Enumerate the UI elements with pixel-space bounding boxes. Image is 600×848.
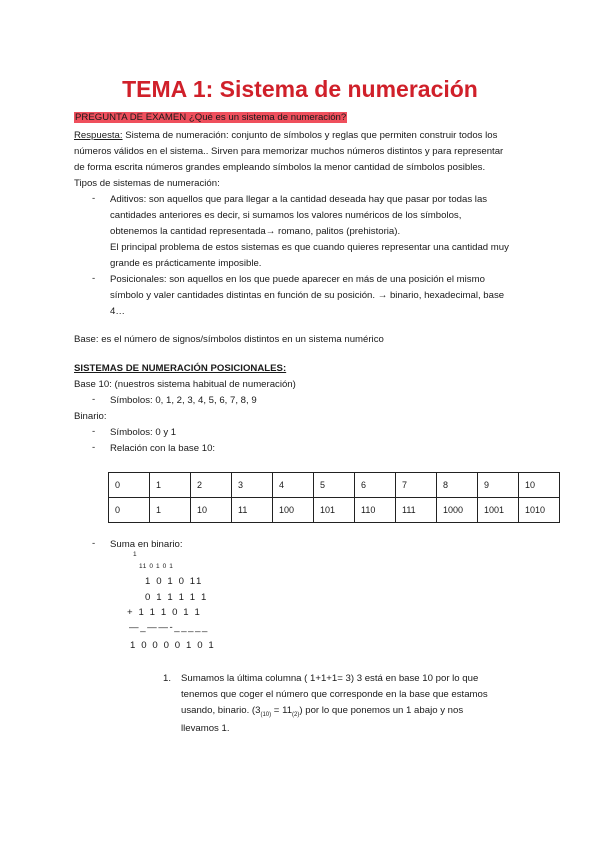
exam-question — [74, 111, 347, 124]
table-cell: 110 — [355, 498, 396, 523]
equation: = 11 — [271, 705, 293, 716]
table-cell: 1000 — [437, 498, 478, 523]
base10-label: Base 10: (nuestros sistema habitual de numeración) — [74, 379, 296, 390]
aditivos-line-3: obtenemos la cantidad representada→ romano, palitos (prehistoria). — [110, 226, 401, 237]
table-cell: 1 — [150, 473, 191, 498]
base-definition: Base: es el número de signos/símbolos distintos en un sistema numérico — [74, 334, 384, 345]
table-cell: 8 — [437, 473, 478, 498]
bullet-dash: - — [92, 538, 96, 549]
addend-2: 0 1 1 1 1 1 — [145, 592, 208, 603]
table-cell: 100 — [273, 498, 314, 523]
table-cell: 6 — [355, 473, 396, 498]
types-heading: Tipos de sistemas de numeración: — [74, 178, 220, 189]
aditivos-line-2: cantidades anteriores es decir, si sumamos los valores numéricos de los símbolos, — [110, 210, 462, 221]
table-cell: 7 — [396, 473, 437, 498]
table-cell: 10 — [191, 498, 232, 523]
bullet-dash: - — [92, 193, 96, 204]
table-cell: 1010 — [519, 498, 560, 523]
sum-line: —_——-_____ — [129, 622, 209, 633]
table-cell: 2 — [191, 473, 232, 498]
sum-result: 1 0 0 0 0 1 0 1 — [130, 640, 216, 651]
table-cell: 4 — [273, 473, 314, 498]
answer-text-1: Sistema de numeración: conjunto de símbolos y reglas que permiten construir todos los — [122, 130, 498, 141]
binario-symbols: Símbolos: 0 y 1 — [110, 427, 177, 438]
bullet-dash: - — [92, 394, 96, 405]
table-cell: 1001 — [478, 498, 519, 523]
table-cell: 1 — [150, 498, 191, 523]
section-heading: SISTEMAS DE NUMERACIÓN POSICIONALES: — [74, 363, 287, 374]
binario-relation: Relación con la base 10: — [110, 443, 216, 454]
answer-line-3: de forma escrita números grandes empleando símbolos la menor cantidad de símbolos posibles. — [74, 162, 486, 173]
exam-question-highlight: PREGUNTA DE EXAMEN ¿Qué es un sistema de numeración? — [75, 112, 347, 123]
step-line-3a: usando, binario. (3 — [181, 705, 261, 716]
suma-label: Suma en binario: — [110, 539, 183, 550]
posicionales-line-2: símbolo y valer cantidades distintas en función de su posición. → binario, hexadecimal, base — [110, 290, 505, 301]
posicionales-line-1: Posicionales: son aquellos en los que puede aparecer en más de una posición el mismo — [110, 274, 485, 285]
bullet-dash: - — [92, 442, 96, 453]
carry-row-2: 11 0 1 0 1 — [139, 563, 174, 570]
table-cell: 11 — [232, 498, 273, 523]
step-line-3 — [181, 704, 463, 722]
step-line-3b: ) por lo que ponemos un 1 abajo y nos — [299, 705, 464, 716]
table-row-binary — [109, 498, 560, 523]
posicionales-line-3: 4… — [110, 306, 125, 317]
binario-label: Binario: — [74, 411, 107, 422]
addend-1: 1 0 1 0 11 — [145, 576, 203, 587]
table-cell: 111 — [396, 498, 437, 523]
answer-label: Respuesta: — [74, 130, 123, 141]
bullet-dash: - — [92, 273, 96, 284]
table-cell: 10 — [519, 473, 560, 498]
answer-line-2: números válidos en el sistema.. Sirven para memorizar muchos números distintos y para representar — [74, 146, 504, 157]
step-line-4: llevamos 1. — [181, 723, 230, 734]
addend-3: + 1 1 1 0 1 1 — [127, 607, 202, 618]
table-row-decimal — [109, 473, 560, 498]
bullet-dash: - — [92, 426, 96, 437]
conversion-table — [108, 472, 560, 523]
aditivos-line-4: El principal problema de estos sistemas es que cuando quieres representar una cantidad muy — [110, 242, 509, 253]
carry-row-1: 1 — [133, 551, 138, 558]
table-cell: 3 — [232, 473, 273, 498]
table-cell: 9 — [478, 473, 519, 498]
aditivos-line-5: grande es prácticamente imposible. — [110, 258, 262, 269]
page-title: TEMA 1: Sistema de numeración — [122, 76, 478, 102]
table-cell: 0 — [109, 473, 150, 498]
aditivos-line-1: Aditivos: son aquellos que para llegar a la cantidad deseada hay que pasar por todas las — [110, 194, 488, 205]
step-number: 1. — [163, 673, 172, 684]
subscript-10: (10) — [260, 712, 272, 718]
answer-line-1 — [74, 129, 497, 142]
step-line-2: tenemos que coger el número que corresponde en la base que estamos — [181, 689, 488, 700]
step-line-1: Sumamos la última columna ( 1+1+1= 3) 3 está en base 10 por lo que — [181, 673, 479, 684]
base10-symbols: Símbolos: 0, 1, 2, 3, 4, 5, 6, 7, 8, 9 — [110, 395, 257, 406]
subscript-2: (2) — [292, 712, 300, 718]
table-cell: 5 — [314, 473, 355, 498]
table-cell: 101 — [314, 498, 355, 523]
table-cell: 0 — [109, 498, 150, 523]
